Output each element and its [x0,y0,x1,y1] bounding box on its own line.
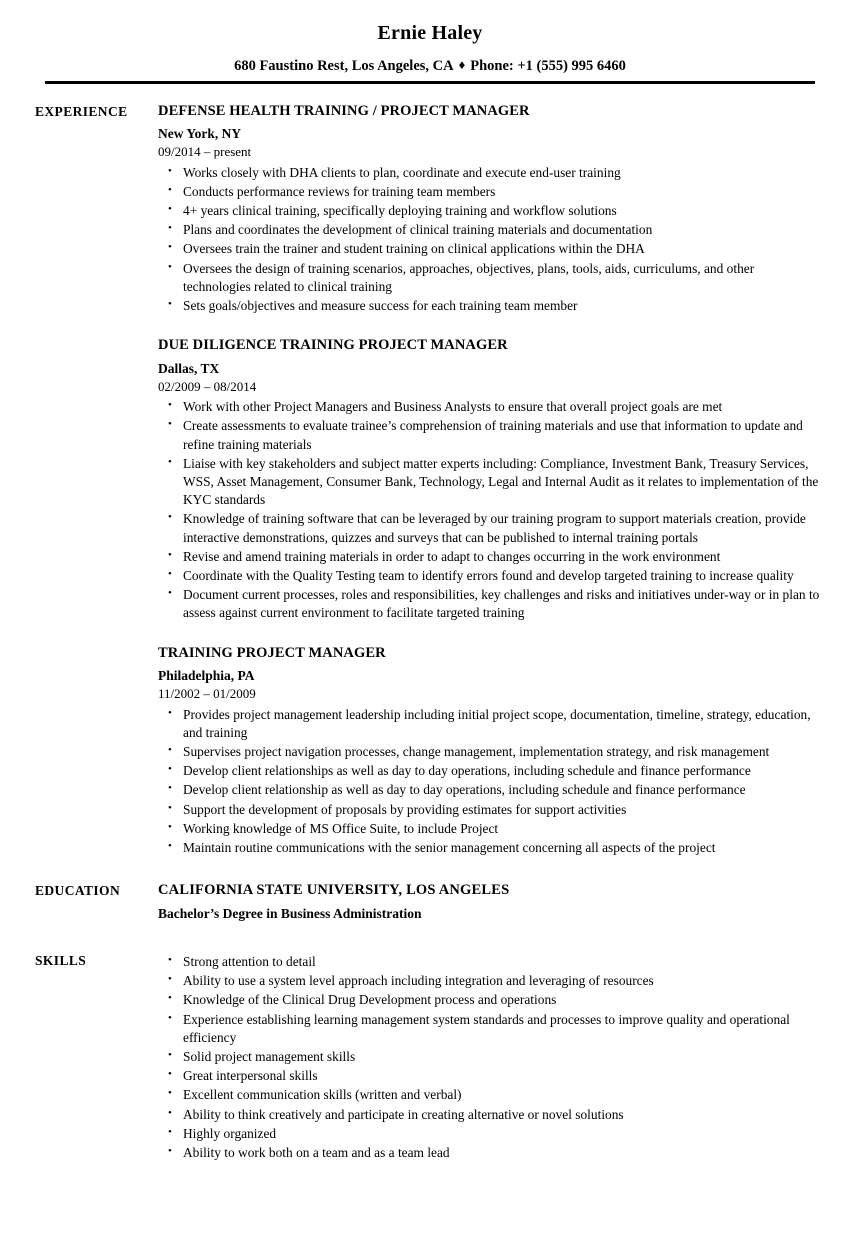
job-bullet: • Knowledge of training software that can be leveraged by our training program to support materials creation, provide interactive demonstrations, quizzes and surveys that can be published to internal training portals [158,510,825,546]
job-bullet: • Sets goals/objectives and measure success for each training team member [158,297,825,315]
section-experience [0,103,860,858]
job-dates: 02/2009 – 08/2014 [158,378,257,394]
section-education [0,882,860,922]
job-bullet: • Document current processes, roles and responsibilities, key challenges and risks and initiatives under-way or in plan to assess against current environment to facilitate targeted training [158,586,825,622]
job-location: New York, NY [158,126,242,142]
skills-body [158,952,825,1162]
job-bullet-list [158,398,825,623]
job-location: Philadelphia, PA [158,668,255,684]
experience-body [158,103,825,858]
education-body [158,882,825,922]
header-divider [45,81,815,84]
job-bullet: • Works closely with DHA clients to plan, coordinate and execute end-user training [158,164,825,182]
job-dates: 11/2002 – 01/2009 [158,686,256,702]
job-entry [158,645,825,858]
section-label-skills: SKILLS [35,952,87,968]
skill-bullet: • Knowledge of the Clinical Drug Development process and operations [158,991,825,1009]
job-title: TRAINING PROJECT MANAGER [158,644,386,661]
job-title: DEFENSE HEALTH TRAINING / PROJECT MANAGER [158,102,530,119]
job-bullet: • 4+ years clinical training, specifically deploying training and workflow solutions [158,202,825,220]
skill-bullet: • Strong attention to detail [158,953,825,971]
job-bullet: • Conducts performance reviews for training team members [158,183,825,201]
contact-line [0,58,860,75]
skill-bullet: • Ability to think creatively and participate in creating alternative or novel solutions [158,1106,825,1124]
education-degree: Bachelor’s Degree in Business Administration [158,905,422,921]
contact-address: 680 Faustino Rest, Los Angeles, CA [234,58,454,74]
skill-bullet: • Great interpersonal skills [158,1067,825,1085]
job-bullet: • Revise and amend training materials in order to adapt to changes occurring in the work environment [158,548,825,566]
job-bullet-list [158,706,825,858]
candidate-name: Ernie Haley [377,22,483,44]
job-bullet: • Working knowledge of MS Office Suite, to include Project [158,820,825,838]
job-bullet: • Create assessments to evaluate trainee’s comprehension of training materials and use that information to update and refine training materials [158,417,825,453]
skill-bullet: • Ability to use a system level approach including integration and leveraging of resources [158,972,825,990]
skill-bullet: • Experience establishing learning management system standards and processes to improve quality and operational efficiency [158,1011,825,1047]
skills-bullet-list [158,953,825,1162]
section-label-experience: EXPERIENCE [35,103,128,119]
job-bullet: • Maintain routine communications with the senior management concerning all aspects of the project [158,839,825,857]
job-bullet: • Oversees train the trainer and student training on clinical applications within the DHA [158,240,825,258]
education-school: CALIFORNIA STATE UNIVERSITY, LOS ANGELES [158,882,510,899]
contact-phone: Phone: +1 (555) 995 6460 [470,58,626,74]
job-bullet: • Coordinate with the Quality Testing team to identify errors found and develop targeted training to increase quality [158,567,825,585]
job-dates: 09/2014 – present [158,144,252,160]
job-bullet: • Support the development of proposals by providing estimates for support activities [158,801,825,819]
diamond-separator-icon: ♦ [458,57,466,72]
section-skills [0,952,860,1162]
job-bullet: • Develop client relationships as well as day to day operations, including schedule and finance performance [158,762,825,780]
resume-header [0,0,860,84]
job-bullet-list [158,164,825,316]
skill-bullet: • Solid project management skills [158,1048,825,1066]
skill-bullet: • Highly organized [158,1125,825,1143]
job-bullet: • Supervises project navigation processes, change management, implementation strategy, and risk management [158,743,825,761]
job-bullet: • Develop client relationship as well as day to day operations, including schedule and finance performance [158,781,825,799]
job-bullet: • Work with other Project Managers and Business Analysts to ensure that overall project goals are met [158,398,825,416]
skill-bullet: • Ability to work both on a team and as a team lead [158,1144,825,1162]
job-bullet: • Plans and coordinates the development of clinical training materials and documentation [158,221,825,239]
job-entry [158,337,825,622]
job-bullet: • Liaise with key stakeholders and subject matter experts including: Compliance, Investment Bank, Treasury Services, WSS, Asset Management, Consumer Bank, Technology, Legal and Internal Audit as it relates to implementation of the KYC standards [158,455,825,510]
job-bullet: • Oversees the design of training scenarios, approaches, objectives, plans, tools, aids, curriculums, and other technologies related to clinical training [158,260,825,296]
job-location: Dallas, TX [158,360,220,376]
job-bullet: • Provides project management leadership including initial project scope, documentation, timeline, strategy, education, and training [158,706,825,742]
section-label-education: EDUCATION [35,883,121,899]
job-entry [158,103,825,316]
skill-bullet: • Excellent communication skills (written and verbal) [158,1086,825,1104]
job-title: DUE DILIGENCE TRAINING PROJECT MANAGER [158,337,508,354]
